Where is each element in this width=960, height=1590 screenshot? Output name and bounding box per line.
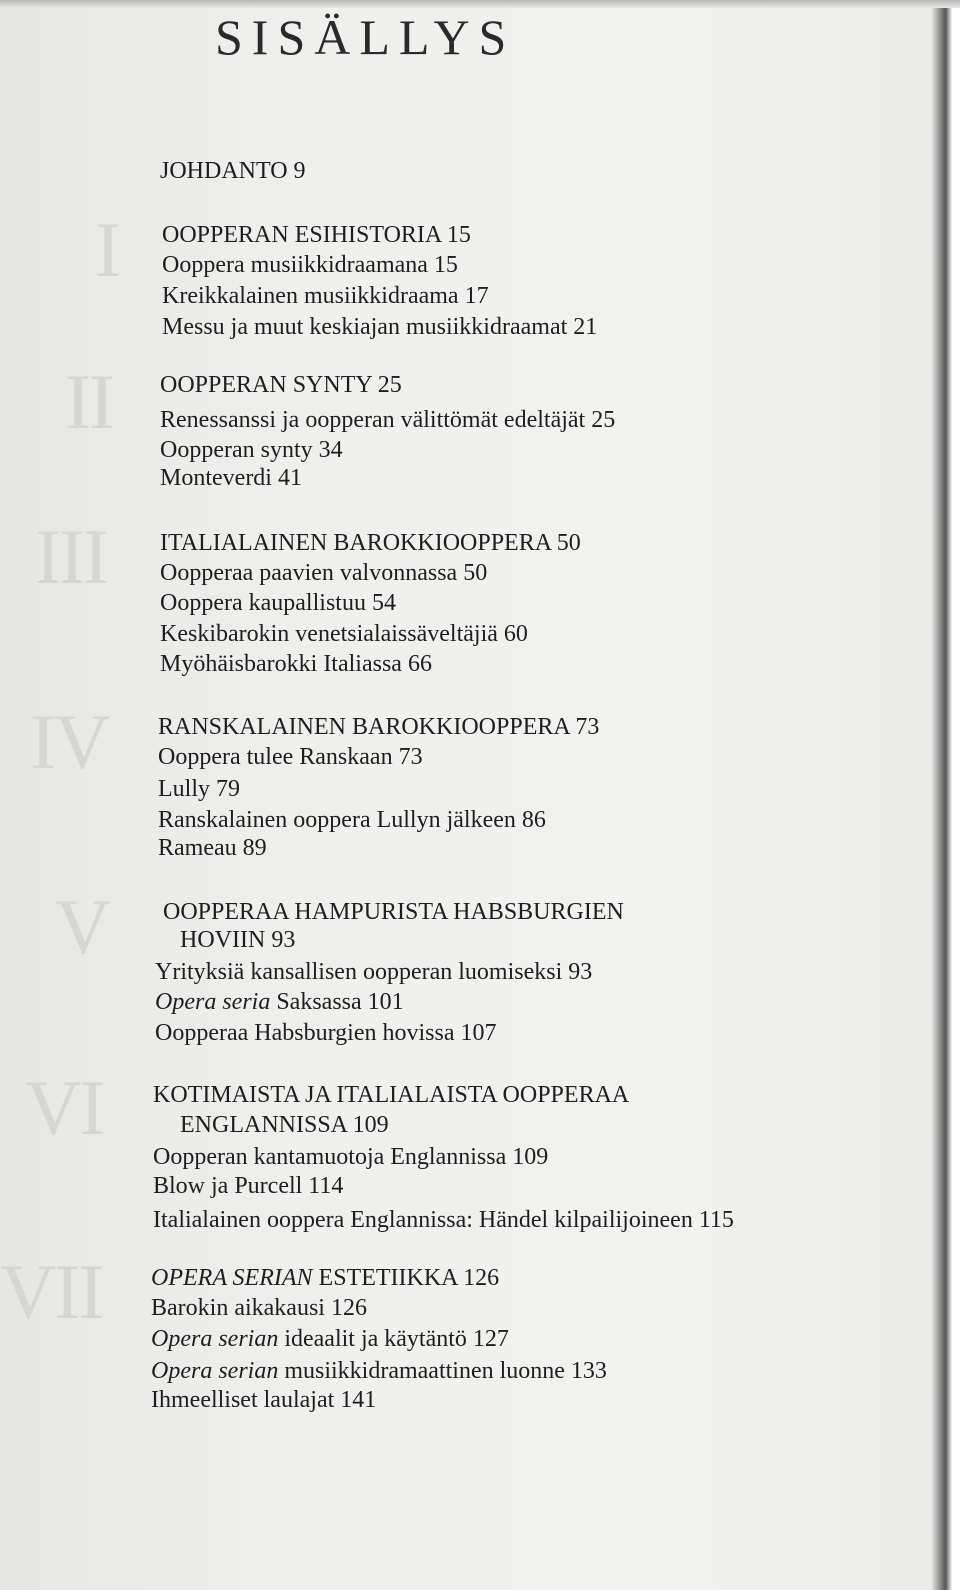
toc-item: Oopperan kantamuotoja Englannissa 109 <box>153 1144 549 1170</box>
chapter-numeral: VII <box>0 1248 103 1335</box>
page-title: SISÄLLYS <box>215 9 516 65</box>
toc-item-text: musiikkidramaattinen luonne 133 <box>278 1358 607 1384</box>
toc-item: Oopperaa Habsburgien hovissa 107 <box>155 1020 497 1046</box>
chapter-numeral: V <box>55 883 110 970</box>
toc-item: Ooppera musiikkidraamana 15 <box>162 252 458 278</box>
toc-item: Kreikkalainen musiikkidraama 17 <box>162 283 489 309</box>
chapter-title <box>151 1263 499 1293</box>
chapter-title: OOPPERAN SYNTY 25 <box>160 372 402 398</box>
toc-item <box>155 987 404 1017</box>
toc-item: Messu ja muut keskiajan musiikkidraamat 21 <box>162 314 598 340</box>
toc-item: Ranskalainen ooppera Lullyn jälkeen 86 <box>158 807 546 833</box>
chapter-numeral: VI <box>25 1064 104 1151</box>
toc-item-text: ideaalit ja käytäntö 127 <box>278 1326 509 1352</box>
toc-item: Ooppera tulee Ranskaan 73 <box>158 744 423 770</box>
italic-term: Opera seria <box>155 989 271 1015</box>
chapter-numeral: I <box>95 206 119 293</box>
toc-item: Yrityksiä kansallisen oopperan luomiseksi 93 <box>155 959 593 985</box>
toc-item: Italialainen ooppera Englannissa: Händel kilpailijoineen 115 <box>153 1207 734 1233</box>
italic-term: Opera serian <box>151 1358 279 1384</box>
chapter-numeral: IV <box>30 698 109 785</box>
toc-item: Renessanssi ja oopperan välittömät edeltäjät 25 <box>160 407 616 433</box>
toc-item-text: Saksassa 101 <box>270 989 404 1015</box>
toc-item: Lully 79 <box>158 776 240 802</box>
chapter-title: ITALIALAINEN BAROKKIOOPPERA 50 <box>160 530 581 556</box>
toc-item: Myöhäisbarokki Italiassa 66 <box>160 651 432 677</box>
italic-term: Opera serian <box>151 1326 279 1352</box>
toc-item: Blow ja Purcell 114 <box>153 1173 344 1199</box>
chapter-numeral: III <box>35 513 107 600</box>
chapter-title-cont: ENGLANNISSA 109 <box>180 1112 389 1138</box>
chapter-title-cont: HOVIIN 93 <box>180 927 296 953</box>
toc-item <box>151 1324 509 1354</box>
italic-term: OPERA SERIAN <box>151 1265 313 1291</box>
toc-item: Oopperaa paavien valvonnassa 50 <box>160 560 488 586</box>
chapter-title: RANSKALAINEN BAROKKIOOPPERA 73 <box>158 714 600 740</box>
scan-edge <box>0 0 960 8</box>
toc-item: Ihmeelliset laulajat 141 <box>151 1387 377 1413</box>
toc-intro: JOHDANTO 9 <box>160 158 306 184</box>
chapter-numeral: II <box>65 358 113 445</box>
toc-item: Rameau 89 <box>158 835 267 861</box>
chapter-title: OOPPERAA HAMPURISTA HABSBURGIEN <box>163 899 624 925</box>
toc-item: Barokin aikakausi 126 <box>151 1295 367 1321</box>
toc-item <box>151 1356 607 1386</box>
chapter-title: KOTIMAISTA JA ITALIALAISTA OOPPERAA <box>153 1082 630 1108</box>
chapter-title-text: ESTETIIKKA 126 <box>312 1265 500 1291</box>
toc-item: Ooppera kaupallistuu 54 <box>160 590 396 616</box>
toc-item: Oopperan synty 34 <box>160 437 343 463</box>
toc-item: Monteverdi 41 <box>160 465 302 491</box>
chapter-title: OOPPERAN ESIHISTORIA 15 <box>162 222 471 248</box>
toc-item: Keskibarokin venetsialaissäveltäjiä 60 <box>160 621 528 647</box>
